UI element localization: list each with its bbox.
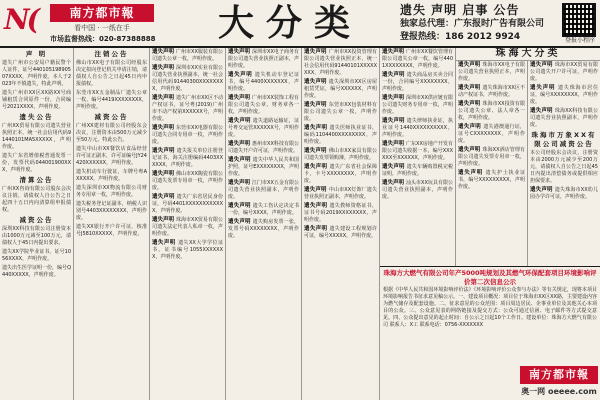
classified-ad-tag: 遗失声明 [228,157,253,163]
classified-ad-tag: 遗失声明 [458,101,483,107]
qr-caption: 登报小程序 [564,37,595,44]
classified-ad-text: 东莞市XX包装材料有限公司遗失公章一枚，声明作废。 [304,102,377,122]
classified-ad-text: 珠海XX酒店管理有限公司遗失发票专用章一枚，声明作废。 [458,147,525,167]
classified-ad-tag: 遗失声明 [228,118,253,124]
classified-ad-tag: 遗失声明 [458,62,483,68]
classified-ad-text: 遗失工伤认定决定书一份，编号XXXX，声明作废。 [228,203,299,216]
classified-ad-text: 遗失律师执业证，执业证号1440XXXXXXXXXX，声明作废。 [382,118,453,138]
paper-slogan: 看中国 · 一纸在手 [74,24,130,32]
classified-ad [458,101,525,122]
classified-ad [152,95,223,123]
classified-ad [530,187,598,201]
classified-ad-text: 遗失购房发票一张，发票号码XXXXXXXX，声明作废。 [228,219,299,239]
footer-logo: 南方都市報 [520,366,598,384]
classified-ad [152,217,223,238]
classified-ad-tag: 遗失声明 [304,203,330,209]
classified-ad-tag: 遗失声明 [304,79,329,85]
classified-ad-tag: 遗失声明 [530,85,559,91]
classified-ad-text: 广州XX建材有限公司经股东会决议，注册资本由500万元减少至50万元，特此公告。 [76,123,147,143]
classified-ad-tag: 遗失声明 [304,187,329,193]
classified-ad-text: 广州XX咨询有限公司股东会决议注销，请债权人自公告之日起四十五日内向清算组申报债权。 [2,186,71,213]
classified-ad [304,125,377,146]
classified-ad-tag: 遗失声明 [458,124,484,130]
notice-categories: 遗失 声明 启事 公告 [400,3,520,17]
classified-ad [152,125,223,146]
section-title: 大分类 [217,2,362,44]
classified-ad [76,90,147,111]
classified-ad [530,85,598,106]
classified-ad-text: 遗失建设工程规划许可证，编号XXXXX，声明作废。 [304,226,377,239]
classified-ad-text: 深圳市XX实业有限公司遗失营业执照副本，统一社会信用代码91440300XXXXXXXX，声明作废。 [152,65,223,92]
classified-ad-text: 遗失广东省增值税普通发票一份，发票代码044001900XXX，声明作废。 [2,153,71,173]
classified-ad-tag: 遗失声明 [304,164,330,170]
classified-ad [458,170,525,191]
classified-ad [458,85,525,99]
classified-ad [76,201,147,222]
qr-code-icon[interactable] [562,3,596,37]
classified-ad-text: 遗失广州市公安局户籍民警个人证件，证号44010519890507XXXX，声明作废。本人于2023年不慎遗失，特此声明。 [2,60,71,87]
classified-ad-text: 遗失商品房买卖合同一份，合同编号XXXXXXXX，声明作废。 [382,72,453,92]
ad-phone-label: 登报热线： [400,32,446,42]
classified-ad-text: 广州市XX装饰工程有限公司遗失公章、财务章各一枚，声明作废。 [228,95,299,115]
classified-ad-text: 佛山市XX家具有限公司遗失发票领购簿，声明作废。 [304,148,377,161]
classified-ad [152,49,223,63]
classified-ad [382,141,453,162]
classified-ad [304,187,377,201]
classified-ad-tag: 遗失声明 [304,226,330,232]
classified-ad [2,60,71,88]
classified-ad [228,72,299,93]
classified-ad [152,240,223,261]
classified-ad-text: 广州XX贸易有限公司遗失营业执照正本，统一社会信用代码91440101MA5XXXXX，声明作废。 [2,123,71,150]
classified-ad [304,49,377,77]
classified-ad [228,157,299,178]
classified-ad [458,124,525,145]
classified-ad-text: 遗失报关单位注册登记证书，海关注册编码4403XXXXXX，声明作废。 [152,148,223,168]
classified-ad [152,194,223,215]
classified-ad-tag: 遗失声明 [530,62,555,68]
ad-phone-line [400,31,560,43]
classified-ad [228,49,299,70]
column-7 [456,61,528,266]
classified-ad-text: 遗失道路运输证，证号粤交运管XXXXXX号，声明作废。 [228,118,299,138]
classified-ad-tag: 遗失声明 [228,141,252,147]
environmental-notice [380,266,600,366]
classified-ad-text: 东莞市XX五金制品厂遗失公章一枚，编号4419XXXXXXXX，声明作废。 [76,90,147,110]
classified-ad [304,203,377,224]
classified-ad [228,118,299,139]
classified-ad-text: 惠州市XX科技有限公司遗失开户许可证，声明作废。 [228,141,299,154]
classified-ad-tag: 遗失声明 [382,164,407,170]
classified-ad [458,62,525,83]
classified-ad-tag: 遗失声明 [382,141,406,147]
classified-ad [304,226,377,240]
classified-ad-text: 遗失珠海市XX区不动产权证书，声明作废。 [458,85,525,98]
classified-ad [76,169,147,183]
classified-ad-text: 遗失中山市XX餐饮店食品经营许可证正副本，许可证编号JY24420XXXXXX，声明作废。 [76,146,147,166]
environmental-notice-body: 根据《中华人民共和国环境影响评价法》《环境影响评价公众参与办法》等有关规定，现将本项目环境影响报告书征求意见稿公示。一、建设项目概况：项目位于珠海市XX区XX路，主要建设内容为燃气储存及配套设施。二、征求意见的公众范围：项目周边居民、企事业单位及其他关心本项目的公众。三、公众意见表的网络链接及提交方式：公众可通过信函、电子邮件等方式提交意见。四、公众提出意见的起止时间：自公示之日起10个工作日。建设单位：珠海方大燃气有限公司 联系人：X工 联系电话：0756-XXXXXXX [383,287,597,328]
classified-ad [382,180,453,201]
classified-ad-text: 遗失广东省社会保障卡，卡号XXXXXXXX，声明作废。 [304,164,377,184]
column-4 [226,48,302,400]
classified-ad [2,90,71,111]
classified-ad-tag: 遗失声明 [530,108,555,114]
classified-ad-tag: 遗失声明 [152,95,176,101]
classified-ad-text: 珠海市XX贸易有限公司遗失开户许可证，声明作废。 [530,62,598,82]
column-1 [0,48,74,400]
classified-ad-tag: 遗失声明 [228,219,253,225]
classified-ad-text: 遗失XX大学学位证书，证书编号1055XXXXXXX，声明作废。 [152,240,223,260]
classified-ad-tag: 遗失声明 [458,85,483,91]
classified-ad-text: 遗失税务登记证副本，纳税人识别号4403XXXXXXXX，声明作废。 [76,201,147,221]
classified-ad-tag: 遗失声明 [228,180,252,186]
classified-ad-text: 深圳市XX电子商务有限公司遗失营业执照正副本，声明作废。 [228,49,299,69]
column-2 [74,48,150,400]
classified-ad-text: 遗失珠海市居住证，编号XXXXXXXX，声明作废。 [530,85,598,105]
classified-ad [530,150,598,185]
classified-ad-tag: 遗失声明 [382,49,406,55]
classified-ad [458,147,525,168]
classified-ad [382,49,453,70]
classified-ad-tag: 遗失声明 [304,49,329,55]
classified-ad [2,123,71,151]
classified-ad [152,65,223,93]
classified-ad-text: 遗失护士执业证书，编号XXXXXXXXX，声明作废。 [458,170,525,190]
classified-ad-text: 佛山市XX电子有限公司经股东决定拟向登记机关申请注销，请债权人自公告之日起45日内申报债权。 [76,60,147,87]
classified-ad-text: 汕头市XX玩具有限公司遗失营业执照副本，声明作废。 [382,180,453,200]
classified-ad [76,185,147,199]
classified-ad [228,141,299,155]
classified-ad-text: 佛山市XX陶瓷有限公司遗失发票专用章一枚，声明作废。 [152,171,223,191]
classified-ad-text: 遗失深圳市XX物流有限公司财务专用章一枚，声明作废。 [76,185,147,198]
classified-ad [228,180,299,201]
classified-ad [304,148,377,162]
classified-ad-tag: 遗失声明 [382,95,406,101]
classified-ad-text: 东莞市XX电器有限公司遗失合同专用章一枚，声明作废。 [152,125,223,145]
classified-ad-text: 遗失深圳市XX区房屋租赁凭证，编号XXXXXX，声明作废。 [304,79,377,99]
classified-ad-text: 本公司经股东会决议，注册资本由2000万元减少至200万元，请债权人自公告之日起45日内提出清偿债务或提供相应担保要求。 [530,150,598,184]
classified-ad-tag: 遗失声明 [304,102,329,108]
classified-heading: 声 明 [25,50,48,58]
classified-ad-text: 深圳市XX供应链有限公司遗失财务专用章一枚，声明作废。 [382,95,453,115]
ad-phone-number: 186 2012 9924 [445,32,521,42]
column-5 [302,48,380,400]
paper-logo-mark: N( [4,3,37,36]
classified-ad-text: 中山市XX灯饰厂遗失营业执照正副本，声明作废。 [304,187,377,200]
classified-ad [382,118,453,139]
classified-ad-tag: 遗失声明 [458,170,486,176]
classified-ad-tag: 遗失声明 [152,171,176,177]
classified-ad-tag: 遗失声明 [152,125,176,131]
classified-ad-text: 遗失中华人民共和国护照，证号EXXXXXXXX，声明作废。 [228,157,299,177]
column-6 [380,48,456,266]
classified-ad-text: 广东XX房地产开发有限公司遗失收据一本，编号XXXXXX至XXXXXX，声明作废。 [382,141,453,161]
classified-ad-tag: 遗失声明 [228,95,252,101]
classified-ad [382,95,453,116]
classified-ad-text: 遗失XX学院毕业证书，证号1056XXXX，声明作废。 [2,249,71,262]
classified-ad [152,148,223,169]
classified-ad [228,95,299,116]
classified-ad-text: 遗失珠海市XX幼儿园办学许可证，声明作废。 [530,187,598,200]
classified-heading: 遗失公告 [19,113,54,121]
classified-ad-text: 遗失出生医学证明一份，编号Q440XXXXX，声明作废。 [2,265,71,278]
classified-ad-tag: 遗失声明 [304,148,329,154]
classified-heading: 注销公告 [94,50,129,58]
classified-ad-text: 遗失广东省居民身份证，号码4401XXXXXXXXXXXX，声明作废。 [152,194,223,214]
classified-ad-text: 广州市XX餐饮管理有限公司遗失公章一枚，编号4401XXXXXXXX，声明作废。 [382,49,453,69]
classified-ad-text: 珠海市XX电子有限公司遗失营业执照正本，声明作废。 [458,62,525,82]
classified-ad [530,108,598,129]
classified-ad-tag: 遗失声明 [228,203,253,209]
classified-ad-text: 江门市XX五金有限公司遗失营业执照副本，声明作废。 [228,180,299,200]
classified-ad-text: 珠海市XX贸易有限公司遗失法定代表人私章一枚，声明作废。 [152,217,223,237]
supervision-hotline: 市场监督热线：020-87388888 [50,35,156,43]
classified-ad-text: 遗失教师资格证书，证书号码2019XXXXXXXX，声明作废。 [304,203,377,223]
classified-ad-text: 遗失广州市XX区XX路XX号商铺租赁合同原件一份，合同编号2021XXXX，声明作废。 [2,90,71,110]
classified-ad-tag: 遗失声明 [152,49,176,55]
classified-heading: 减资公告 [94,113,129,121]
classified-heading: 珠海市万象XX有限公司减资公告 [531,131,597,148]
environmental-notice-title: 珠海方大燃气有限公司年产5000吨规划及其燃气环保配套项目环境影响评价第二次信息公示 [383,269,597,286]
classified-ad [76,146,147,167]
classified-ad [304,102,377,123]
masthead [0,0,600,48]
exclusive-agent: 独家总代理：广东报时广告有限公司 [400,19,545,29]
classified-ad-tag: 遗失声明 [382,118,407,124]
classified-ad [152,171,223,192]
classified-ad-text: 遗失机动车行驶证，车牌号粤AXXXXX，声明作废。 [76,169,147,182]
classified-ad [76,224,147,238]
classified-ad [304,164,377,185]
classified-ad-tag: 遗失声明 [228,49,252,55]
column-3 [150,48,226,400]
classified-ad-tag: 遗失声明 [228,72,255,78]
classified-ad-text: 遗失车辆购置税完税证明，声明作废。 [382,164,453,177]
classified-ad [2,153,71,174]
classified-ad-text: 遗失港澳通行证，证号CXXXXXXXX，声明作废。 [458,124,525,144]
classified-ad [2,265,71,279]
zhuhai-section-title: 珠海大分类 [456,48,600,61]
classified-ad [304,79,377,100]
classified-ad-text: 广州市XX投资管理有限公司遗失营业执照正本，统一社会信用代码91440101XXXXXXXX，声明作废。 [304,49,377,76]
classified-ad-tag: 遗失声明 [304,125,330,131]
classified-ad-tag: 遗失声明 [152,65,176,71]
classified-ad [530,62,598,83]
paper-name: 南方都市報 [50,4,154,22]
classified-ad [2,186,71,214]
classified-ad-text: 珠海XX科技有限公司遗失营业执照副本，声明作废。 [530,108,598,128]
classified-ad [76,123,147,144]
classified-ad [382,164,453,178]
classified-ad-text: 遗失机动车登记证书，编号4400XXXXXXX，声明作废。 [228,72,299,92]
classified-ad-text: 遗失XX银行开户许可证，核准号J5810XXXXX，声明作废。 [76,224,147,237]
classified-ad-text: 遗失广州市XX区不动产权证书，证号粤(2019)广州市不动产权第XXXXXX号，声明作废。 [152,95,223,122]
classified-ad [228,203,299,217]
column-8 [528,61,600,266]
classified-ad-tag: 遗失声明 [458,147,483,153]
classified-ad [2,226,71,247]
classified-ad-tag: 遗失声明 [152,240,179,246]
classified-ad-tag: 遗失声明 [152,194,177,200]
classified-heading: 清算公告 [19,176,54,184]
classified-ad [382,72,453,93]
classified-ad-text: 深圳XX科技有限公司注册资本由1000万元减至100万元，请债权人于45日内提出要求。 [2,226,71,246]
classified-ad-tag: 遗失声明 [530,187,555,193]
classified-ad [76,60,147,88]
classified-ad-tag: 遗失声明 [152,217,176,223]
classified-ad-text: 珠海市XX投资有限公司遗失公章、法人章各一枚，声明作废。 [458,101,525,121]
classified-ad-tag: 遗失声明 [382,72,407,78]
classified-ad [2,249,71,263]
classified-ad-tag: 遗失声明 [382,180,406,186]
classified-heading: 减资公告 [19,216,54,224]
classified-ad-tag: 遗失声明 [152,148,177,154]
classified-ad-text: 遗失医师执业证书，编码1104400XXXXXXXX，声明作废。 [304,125,377,145]
footer-website[interactable]: 奥一网 oeeee.com [521,387,597,396]
classified-ad [228,219,299,240]
classified-ad-text: 广州市XX服装有限公司遗失公章一枚，声明作废。 [152,49,223,62]
